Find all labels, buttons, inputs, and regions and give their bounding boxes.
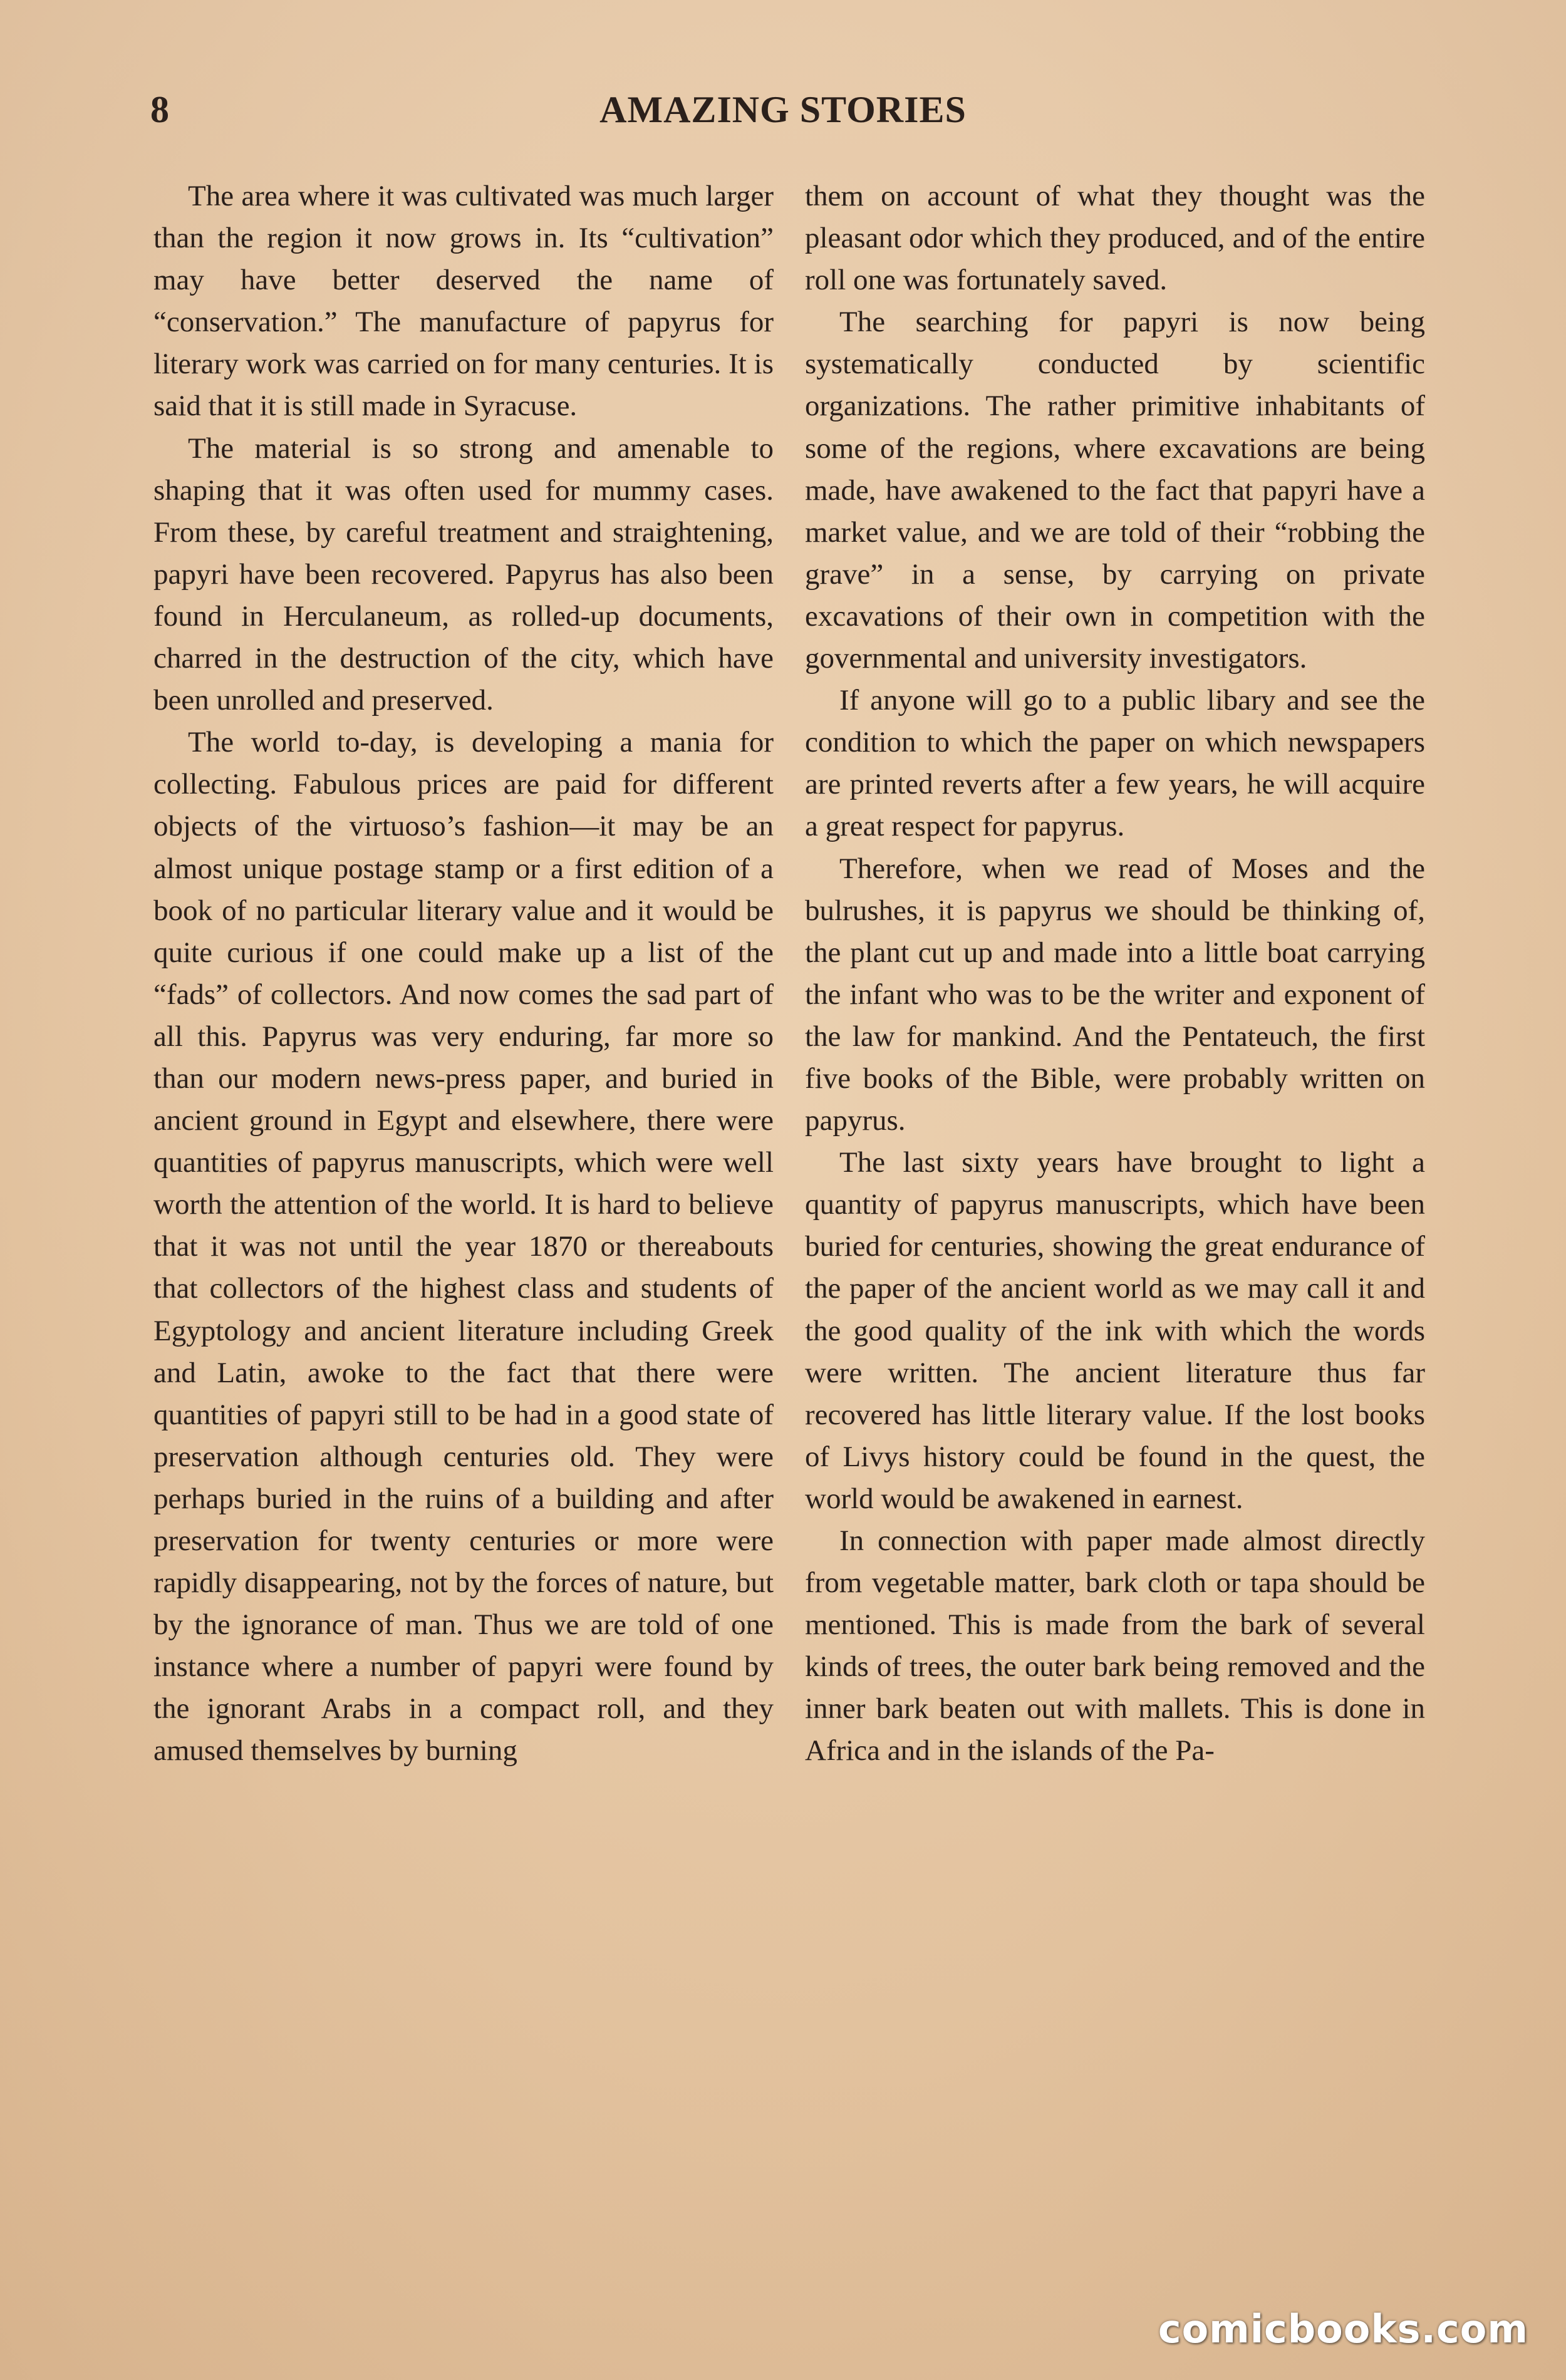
watermark: comicbooks.com <box>1158 2306 1528 2352</box>
paragraph-continuation: them on account of what they thought was the pleasant odor which they produced, and of the entire roll one was fortunately saved. <box>805 180 1425 297</box>
paragraph: Therefore, when we read of Moses and the bulrushes, it is papyrus we should be thinking of, the plant cut up and made into a little boat carrying the infant who was to be the writer and exponent of the law for mankind. And the Pentateuch, the first five books of the Bible, were probably written on papyrus. <box>805 852 1425 1137</box>
paragraph: The world to-day, is developing a mania for collecting. Fabulous prices are paid for different objects of the virtuoso’s fashion—it may be an almost unique postage stamp or a first edition of a book of no particular literary value and it would be quite curious if one could make up a list of the “fads” of collectors. And now comes the sad part of all this. Papyrus was very enduring, far more so than our modern news-press paper, and buried in ancient ground in Egypt and elsewhere, there were quantities of papyrus manuscripts, which were well worth the attention of the world. It is hard to believe that it was not until the year 1870 or thereabouts that collectors of the highest class and students of Egyptology and ancient literature including Greek and Latin, awoke to the fact that there were quantities of papyri still to be had in a good state of preservation although centuries old. They were perhaps buried in the ruins of a building and after preservation for twenty centuries or more were rapidly disappearing, not by the forces of nature, but by the ignorance of man. Thus we are told of one instance where a number of papyri were found by the ignorant Arabs in a compact roll, and they amused themselves by burning <box>153 726 774 1767</box>
paragraph: The searching for papyri is now being systematically conducted by scientific organizations. The rather primitive inhabitants of some of the regions, where excavations are being made, have awakened to the fact that papyri have a market value, and we are told of their “robbing the grave” in a sense, by carrying on private excavations of their own in competition with the governmental and university investigators. <box>805 306 1425 675</box>
paragraph: The material is so strong and amenable to shaping that it was often used for mummy cases. From these, by careful treatment and straightening, papyri have been recovered. Papyrus has also been found in Herculaneum, as rolled-up documents, charred in the destruction of the city, which have been unrolled and preserved. <box>153 432 774 717</box>
running-head-title: AMAZING STORIES <box>599 89 967 130</box>
left-column <box>153 175 774 1772</box>
paragraph: The last sixty years have brought to light a quantity of papyrus manuscripts, which have been buried for centuries, showing the great endurance of the paper of the ancient world as we may call it and the good quality of the ink with which the words were written. The ancient literature thus far recovered has little literary value. If the lost books of Livys history could be found in the quest, the world would be awakened in earnest. <box>805 1146 1425 1515</box>
paragraph: The area where it was cultivated was much larger than the region it now grows in. Its “cultivation” may have better deserved the name of “conservation.” The manufacture of papyrus for literary work was carried on for many centuries. It is said that it is still made in Syracuse. <box>153 180 774 423</box>
paragraph: If anyone will go to a public libary and see the condition to which the paper on which newspapers are printed reverts after a few years, he will acquire a great respect for papyrus. <box>805 684 1425 843</box>
paragraph: In connection with paper made almost directly from vegetable matter, bark cloth or tapa should be mentioned. This is made from the bark of several kinds of trees, the outer bark being removed and the inner bark beaten out with mallets. This is done in Africa and in the islands of the Pa- <box>805 1524 1425 1767</box>
page-number: 8 <box>150 89 169 130</box>
right-column <box>805 175 1425 1772</box>
